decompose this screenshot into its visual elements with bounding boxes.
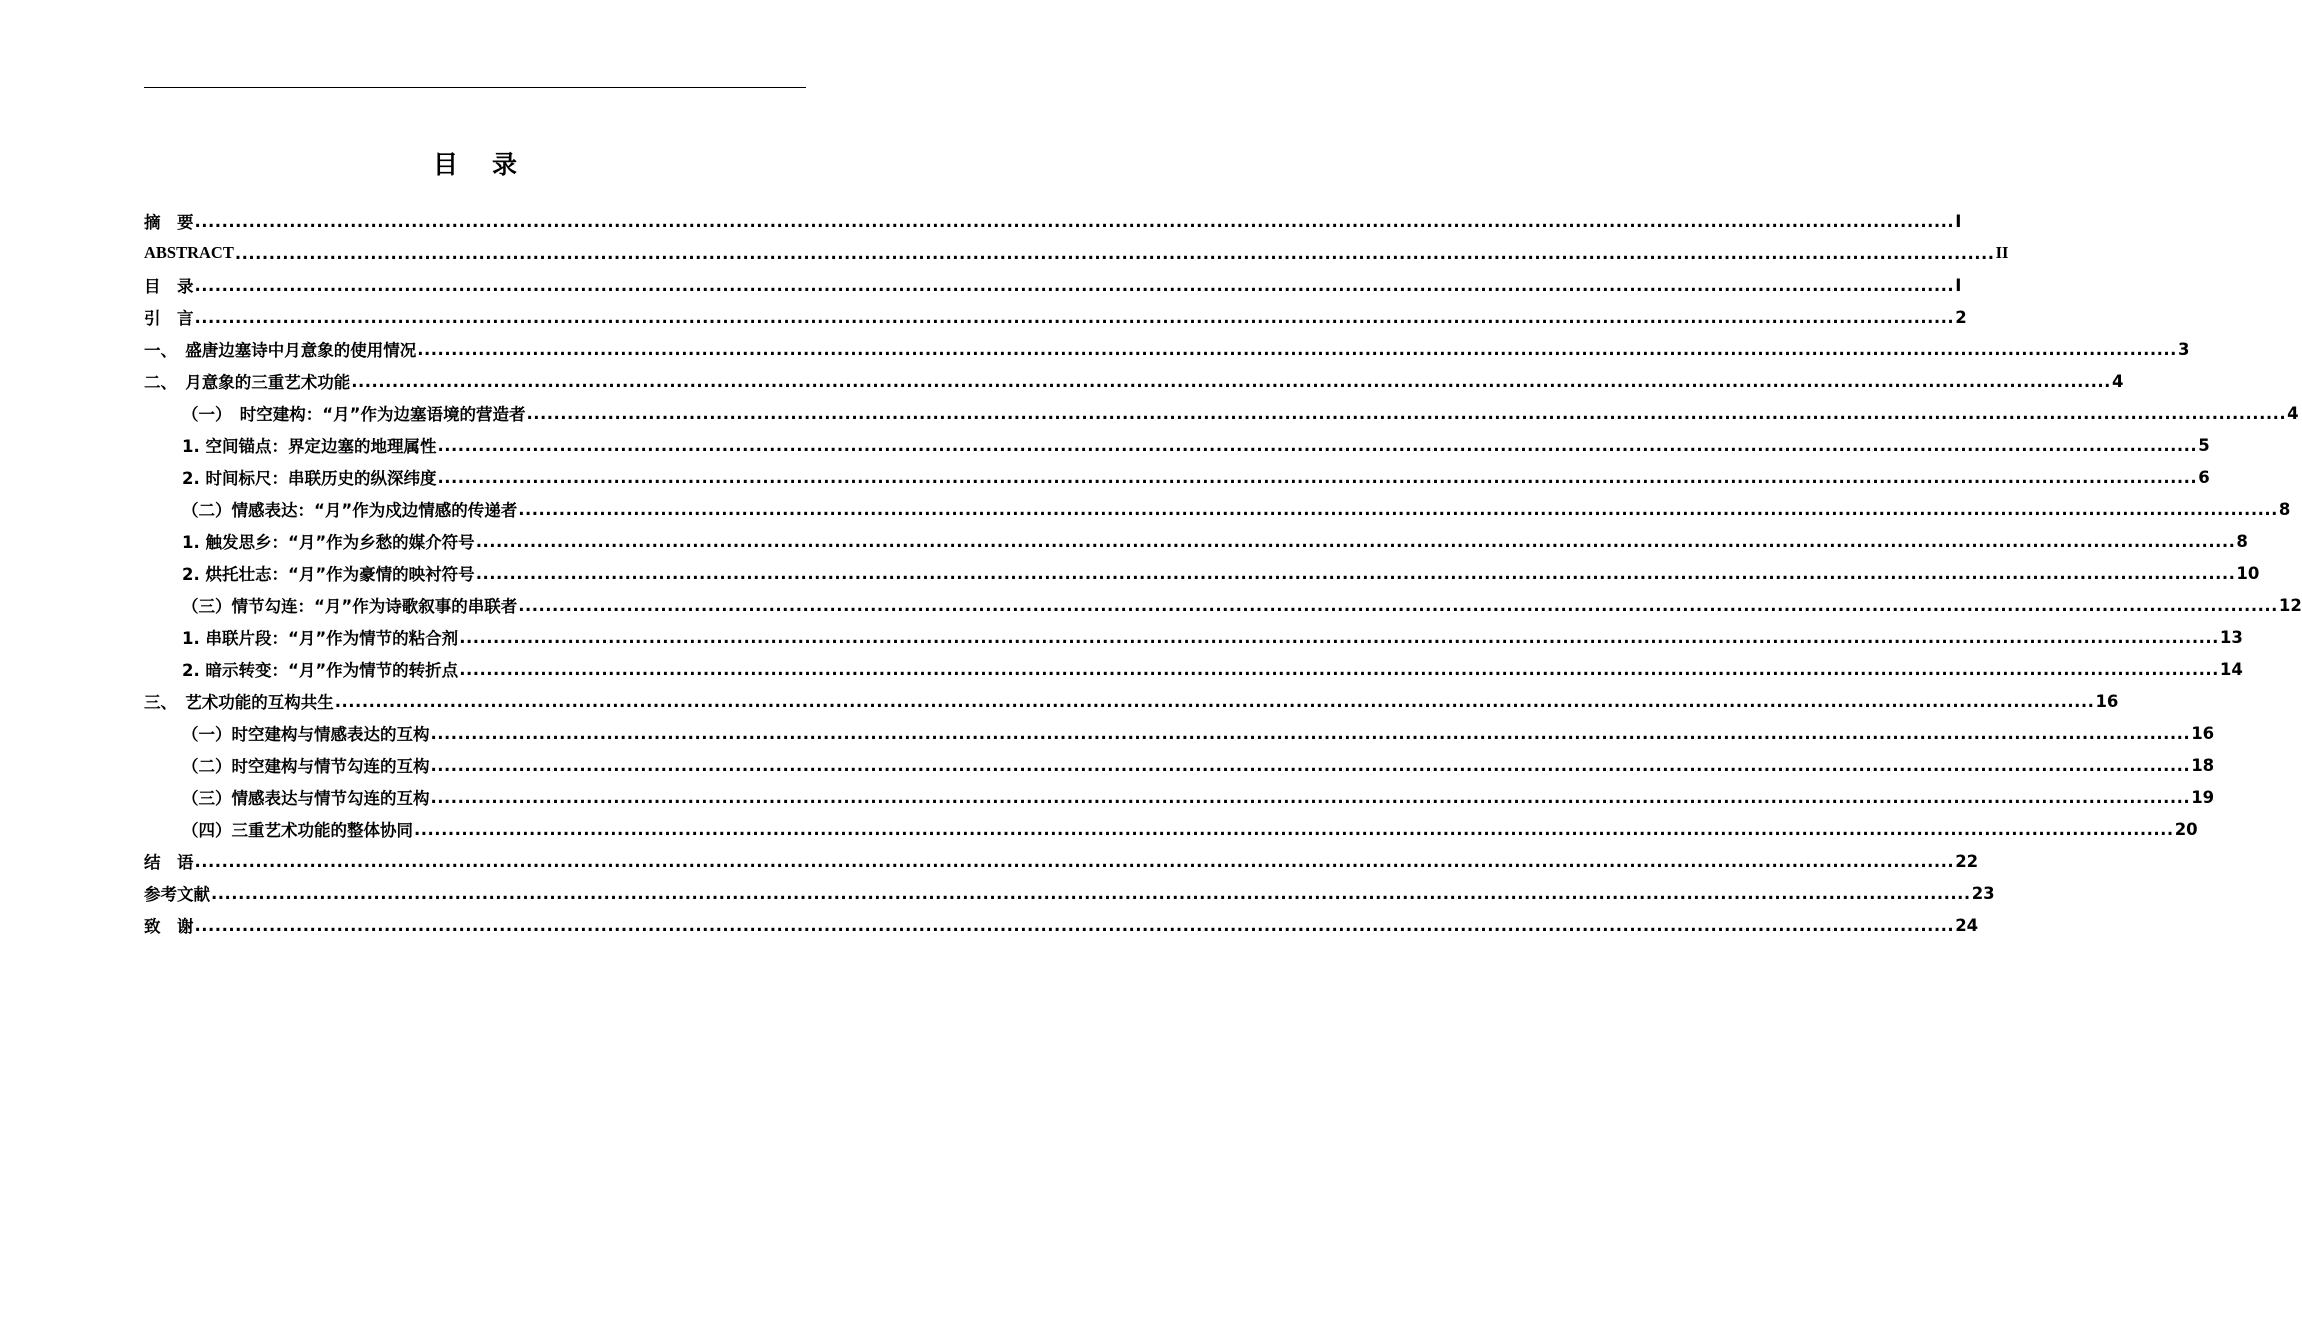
page-title-char-1: 目	[432, 150, 458, 179]
toc-entry[interactable]	[144, 269, 1962, 301]
toc-entry[interactable]	[144, 365, 2124, 397]
toc-entry-page-number: II	[1995, 243, 2009, 262]
toc-dot-leader: ....................................................................................................................................................................................................................................................................	[194, 307, 1955, 327]
toc-entry[interactable]	[144, 333, 2190, 365]
toc-entry[interactable]	[144, 237, 2009, 269]
toc-dot-leader: ....................................................................................................................................................................................................................................................................	[334, 691, 2095, 711]
toc-dot-leader: ....................................................................................................................................................................................................................................................................	[194, 851, 1955, 871]
toc-entry[interactable]	[144, 205, 1962, 237]
toc-entry-label: 2. 暗示转变：“月”作为情节的转折点	[182, 661, 459, 680]
toc-dot-leader: ....................................................................................................................................................................................................................................................................	[437, 467, 2198, 487]
toc-entry-label: 2. 时间标尺：串联历史的纵深纬度	[182, 469, 437, 488]
toc-entry-label: 参考文献	[144, 885, 210, 904]
toc-entry[interactable]	[144, 557, 2260, 589]
toc-entry-label: ABSTRACT	[144, 243, 234, 262]
toc-entry-label: 引 言	[144, 309, 194, 328]
toc-entry-page-number: 12	[2278, 595, 2302, 615]
toc-entry-page-number: 4	[2287, 403, 2299, 423]
toc-entry-page-number: 23	[1971, 883, 1995, 903]
toc-entry[interactable]	[144, 429, 2210, 461]
toc-entry-label: （一） 时空建构：“月”作为边塞语境的营造者	[182, 405, 526, 424]
toc-dot-leader: ....................................................................................................................................................................................................................................................................	[518, 499, 2278, 519]
toc-dot-leader: ....................................................................................................................................................................................................................................................................	[430, 723, 2191, 743]
toc-entry-page-number: I	[1955, 211, 1962, 231]
toc-entry[interactable]	[144, 813, 2198, 845]
toc-dot-leader: ....................................................................................................................................................................................................................................................................	[459, 627, 2219, 647]
toc-entry[interactable]	[144, 749, 2215, 781]
toc-entry-label: 1. 触发思乡：“月”作为乡愁的媒介符号	[182, 533, 475, 552]
toc-entry-label: 1. 空间锚点：界定边塞的地理属性	[182, 437, 437, 456]
toc-entry-label: 结 语	[144, 853, 194, 872]
toc-entry-label: 目 录	[144, 277, 194, 296]
toc-entry-label: （四）三重艺术功能的整体协同	[182, 821, 413, 840]
toc-entry[interactable]	[144, 397, 2299, 429]
toc-entry-label: 2. 烘托壮志：“月”作为豪情的映衬符号	[182, 565, 475, 584]
toc-entry-page-number: 10	[2236, 563, 2260, 583]
toc-dot-leader: ....................................................................................................................................................................................................................................................................	[526, 403, 2287, 423]
toc-dot-leader: ....................................................................................................................................................................................................................................................................	[475, 531, 2236, 551]
toc-dot-leader: ....................................................................................................................................................................................................................................................................	[475, 563, 2236, 583]
toc-dot-leader: ....................................................................................................................................................................................................................................................................	[414, 819, 2174, 839]
toc-entry[interactable]	[144, 717, 2215, 749]
toc-entry-page-number: 8	[2236, 531, 2248, 551]
toc-entry-page-number: 16	[2095, 691, 2119, 711]
toc-entry-label: 二、 月意象的三重艺术功能	[144, 373, 351, 392]
toc-entry[interactable]	[144, 589, 2302, 621]
toc-dot-leader: ....................................................................................................................................................................................................................................................................	[518, 595, 2278, 615]
toc-entry-page-number: 3	[2177, 339, 2190, 359]
toc-entry-page-number: 22	[1955, 851, 1979, 871]
toc-entry-page-number: 8	[2278, 499, 2291, 519]
toc-dot-leader: ....................................................................................................................................................................................................................................................................	[417, 339, 2177, 359]
toc-entry-page-number: 14	[2219, 659, 2243, 679]
toc-entry-label: （三）情感表达与情节勾连的互构	[182, 789, 430, 808]
toc-dot-leader: ....................................................................................................................................................................................................................................................................	[430, 787, 2191, 807]
page-title	[0, 148, 950, 182]
toc-entry[interactable]	[144, 621, 2243, 653]
toc-entry[interactable]	[144, 685, 2119, 717]
toc-entry-label: （二）时空建构与情节勾连的互构	[182, 757, 430, 776]
toc-entry[interactable]	[144, 877, 1995, 909]
toc-dot-leader: ....................................................................................................................................................................................................................................................................	[459, 659, 2219, 679]
toc-entry-page-number: 18	[2191, 755, 2215, 775]
toc-entry-page-number: I	[1955, 275, 1962, 295]
page-title-char-2: 录	[492, 150, 518, 179]
toc-entry-label: 1. 串联片段：“月”作为情节的粘合剂	[182, 629, 459, 648]
toc-dot-leader: ....................................................................................................................................................................................................................................................................	[351, 371, 2111, 391]
toc-entry-label: 一、 盛唐边塞诗中月意象的使用情况	[144, 341, 417, 360]
toc-entry[interactable]	[144, 845, 1979, 877]
toc-entry-page-number: 6	[2198, 467, 2210, 487]
toc-entry-label: （三）情节勾连：“月”作为诗歌叙事的串联者	[182, 597, 518, 616]
toc-entry-page-number: 2	[1955, 307, 1967, 327]
toc-entry-label: 致 谢	[144, 917, 194, 936]
toc-entry-page-number: 16	[2191, 723, 2215, 743]
toc-entry-page-number: 20	[2174, 819, 2198, 839]
header-rule	[144, 87, 806, 88]
toc-entry-page-number: 4	[2111, 371, 2124, 391]
toc-dot-leader: ....................................................................................................................................................................................................................................................................	[194, 211, 1955, 231]
toc-dot-leader: ....................................................................................................................................................................................................................................................................	[211, 883, 1971, 903]
toc-entry-label: （二）情感表达：“月”作为戍边情感的传递者	[182, 501, 518, 520]
toc-dot-leader: ....................................................................................................................................................................................................................................................................	[194, 275, 1955, 295]
toc-entry-page-number: 19	[2191, 787, 2215, 807]
toc-entry-label: 三、 艺术功能的互构共生	[144, 693, 334, 712]
toc-entry[interactable]	[144, 909, 1979, 941]
toc-entry[interactable]	[144, 525, 2248, 557]
toc-entry-label: 摘 要	[144, 213, 194, 232]
toc-dot-leader: ....................................................................................................................................................................................................................................................................	[430, 755, 2191, 775]
toc-entry[interactable]	[144, 301, 1967, 333]
toc-entry[interactable]	[144, 781, 2215, 813]
toc-entry[interactable]	[144, 653, 2243, 685]
toc-entry-page-number: 5	[2198, 435, 2210, 455]
toc-dot-leader: ....................................................................................................................................................................................................................................................................	[194, 915, 1955, 935]
toc-entry-page-number: 13	[2219, 627, 2243, 647]
table-of-contents	[144, 205, 2302, 941]
toc-dot-leader: ....................................................................................................................................................................................................................................................................	[234, 243, 1995, 263]
toc-entry[interactable]	[144, 461, 2210, 493]
toc-dot-leader: ....................................................................................................................................................................................................................................................................	[437, 435, 2198, 455]
toc-entry-page-number: 24	[1955, 915, 1979, 935]
toc-entry-label: （一）时空建构与情感表达的互构	[182, 725, 430, 744]
toc-entry[interactable]	[144, 493, 2291, 525]
